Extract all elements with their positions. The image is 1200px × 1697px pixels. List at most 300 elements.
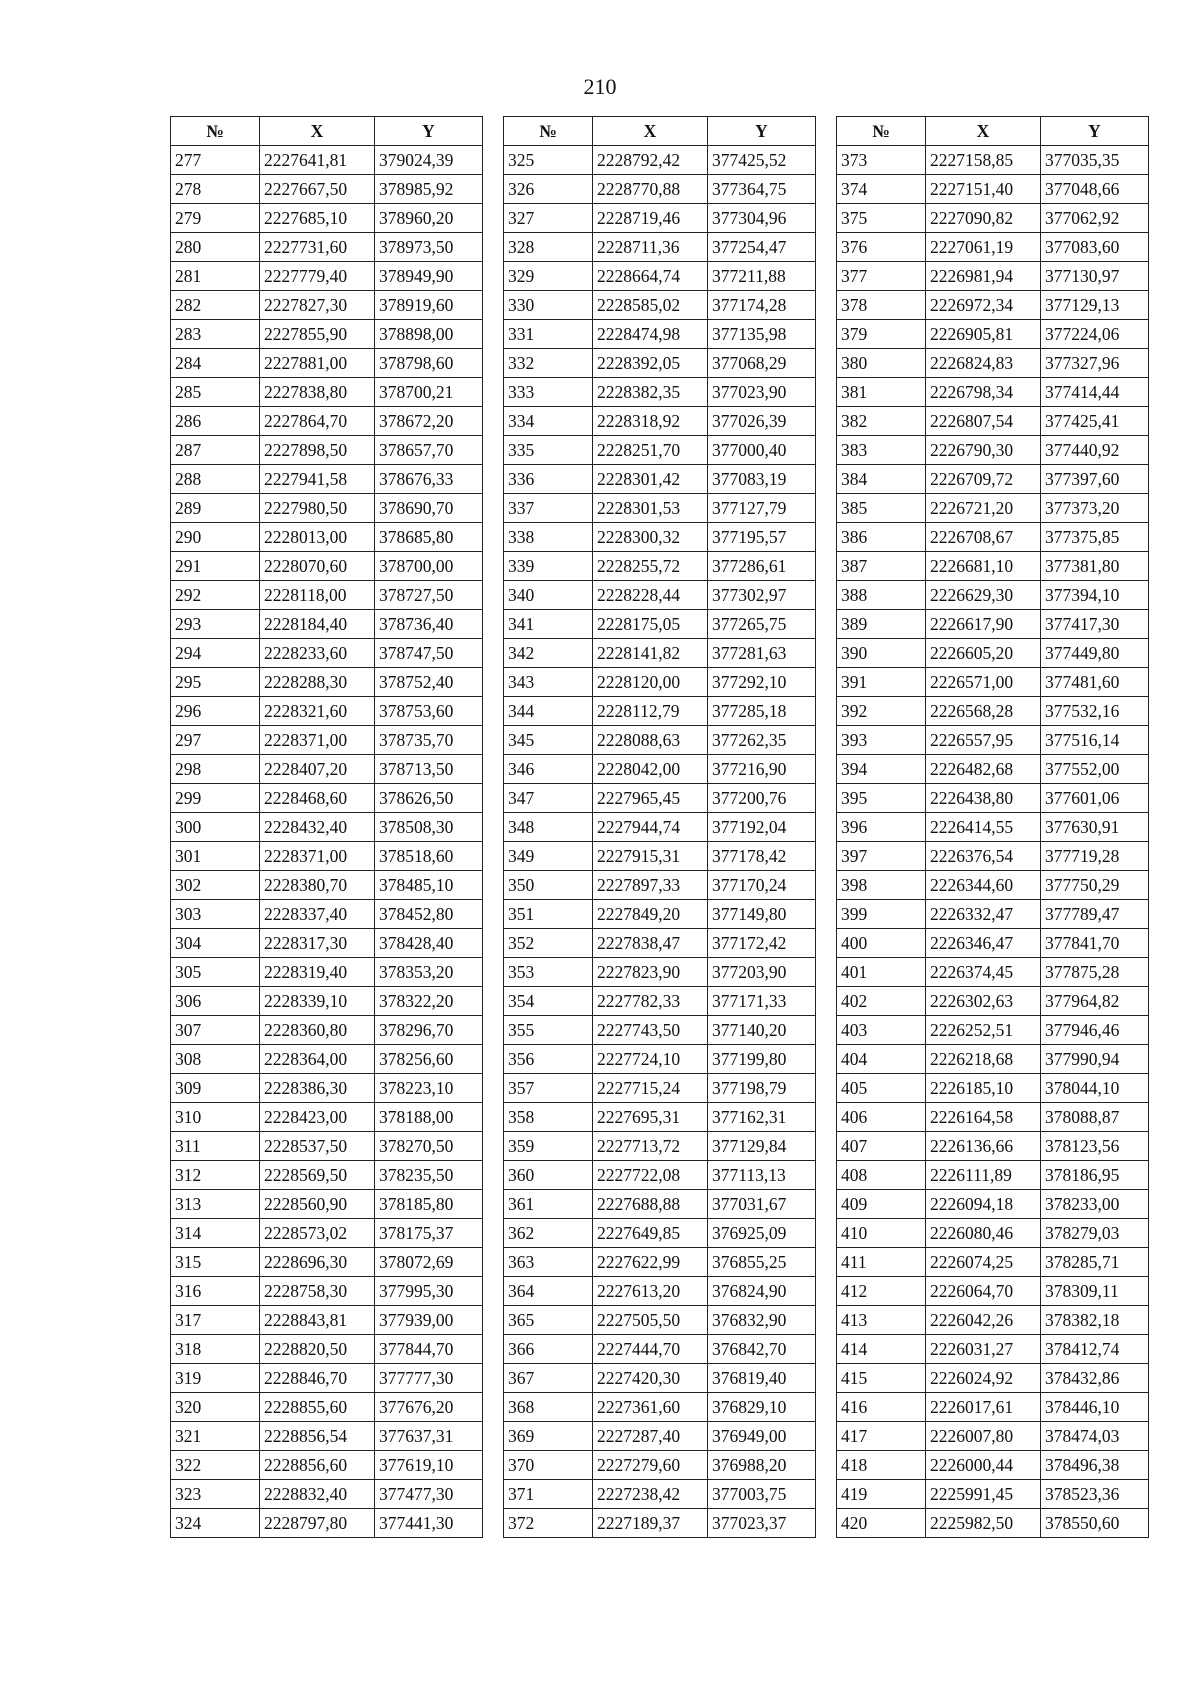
cell-number: 280 (171, 233, 260, 262)
cell-x: 2226798,34 (926, 378, 1041, 407)
cell-y: 378353,20 (375, 958, 483, 987)
table-row (837, 146, 1149, 175)
cell-x: 2228364,00 (260, 1045, 375, 1074)
cell-number: 417 (837, 1422, 926, 1451)
table-row (171, 784, 483, 813)
table-row (504, 1451, 816, 1480)
table-row (504, 1248, 816, 1277)
cell-y: 378798,60 (375, 349, 483, 378)
table-row (171, 465, 483, 494)
cell-number: 302 (171, 871, 260, 900)
cell-y: 377003,75 (708, 1480, 816, 1509)
cell-number: 383 (837, 436, 926, 465)
cell-y: 377285,18 (708, 697, 816, 726)
cell-y: 378185,80 (375, 1190, 483, 1219)
cell-x: 2227743,50 (593, 1016, 708, 1045)
cell-y: 377637,31 (375, 1422, 483, 1451)
cell-number: 306 (171, 987, 260, 1016)
cell-y: 377174,28 (708, 291, 816, 320)
cell-number: 295 (171, 668, 260, 697)
cell-number: 336 (504, 465, 593, 494)
cell-y: 377023,37 (708, 1509, 816, 1538)
table-row (504, 436, 816, 465)
table-row (837, 436, 1149, 465)
cell-number: 332 (504, 349, 593, 378)
cell-x: 2226000,44 (926, 1451, 1041, 1480)
cell-x: 2228288,30 (260, 668, 375, 697)
cell-y: 377397,60 (1041, 465, 1149, 494)
cell-y: 378949,90 (375, 262, 483, 291)
cell-x: 2226374,45 (926, 958, 1041, 987)
header-x: X (260, 117, 375, 146)
cell-x: 2228711,36 (593, 233, 708, 262)
cell-y: 378432,86 (1041, 1364, 1149, 1393)
cell-y: 378752,40 (375, 668, 483, 697)
cell-x: 2228832,40 (260, 1480, 375, 1509)
cell-y: 377327,96 (1041, 349, 1149, 378)
cell-number: 338 (504, 523, 593, 552)
table-row (837, 1509, 1149, 1538)
cell-number: 331 (504, 320, 593, 349)
cell-x: 2227915,31 (593, 842, 708, 871)
cell-y: 377031,67 (708, 1190, 816, 1219)
table-row (504, 233, 816, 262)
cell-y: 377198,79 (708, 1074, 816, 1103)
cell-x: 2228319,40 (260, 958, 375, 987)
cell-x: 2226721,20 (926, 494, 1041, 523)
table-row (837, 1045, 1149, 1074)
cell-y: 377113,13 (708, 1161, 816, 1190)
cell-number: 382 (837, 407, 926, 436)
table-row (504, 1306, 816, 1335)
cell-number: 375 (837, 204, 926, 233)
cell-x: 2227688,88 (593, 1190, 708, 1219)
cell-y: 377414,44 (1041, 378, 1149, 407)
cell-y: 377068,29 (708, 349, 816, 378)
cell-x: 2227158,85 (926, 146, 1041, 175)
table-row (171, 871, 483, 900)
cell-number: 313 (171, 1190, 260, 1219)
cell-number: 395 (837, 784, 926, 813)
cell-number: 378 (837, 291, 926, 320)
cell-x: 2226344,60 (926, 871, 1041, 900)
table-row (504, 900, 816, 929)
cell-y: 377195,57 (708, 523, 816, 552)
cell-number: 286 (171, 407, 260, 436)
cell-number: 366 (504, 1335, 593, 1364)
cell-number: 415 (837, 1364, 926, 1393)
cell-number: 283 (171, 320, 260, 349)
cell-number: 376 (837, 233, 926, 262)
table-row (837, 291, 1149, 320)
cell-x: 2227189,37 (593, 1509, 708, 1538)
table-row (837, 1306, 1149, 1335)
cell-number: 326 (504, 175, 593, 204)
cell-number: 400 (837, 929, 926, 958)
cell-x: 2228792,42 (593, 146, 708, 175)
cell-y: 377199,80 (708, 1045, 816, 1074)
cell-y: 376925,09 (708, 1219, 816, 1248)
table-row (171, 407, 483, 436)
cell-x: 2227505,50 (593, 1306, 708, 1335)
cell-number: 350 (504, 871, 593, 900)
cell-x: 2228175,05 (593, 610, 708, 639)
table-row (504, 1335, 816, 1364)
table-row (504, 639, 816, 668)
table-row (837, 1219, 1149, 1248)
cell-number: 324 (171, 1509, 260, 1538)
cell-y: 376829,10 (708, 1393, 816, 1422)
cell-y: 377990,94 (1041, 1045, 1149, 1074)
cell-y: 377172,42 (708, 929, 816, 958)
cell-x: 2226080,46 (926, 1219, 1041, 1248)
cell-y: 377373,20 (1041, 494, 1149, 523)
cell-number: 279 (171, 204, 260, 233)
cell-y: 377149,80 (708, 900, 816, 929)
cell-x: 2228855,60 (260, 1393, 375, 1422)
cell-number: 413 (837, 1306, 926, 1335)
coordinates-table (503, 116, 816, 1538)
cell-y: 378747,50 (375, 639, 483, 668)
cell-number: 322 (171, 1451, 260, 1480)
cell-x: 2227782,33 (593, 987, 708, 1016)
cell-y: 378474,03 (1041, 1422, 1149, 1451)
cell-y: 377750,29 (1041, 871, 1149, 900)
cell-number: 330 (504, 291, 593, 320)
cell-x: 2228382,35 (593, 378, 708, 407)
cell-number: 304 (171, 929, 260, 958)
table-row (504, 552, 816, 581)
table-row (171, 1451, 483, 1480)
cell-x: 2227731,60 (260, 233, 375, 262)
cell-y: 378446,10 (1041, 1393, 1149, 1422)
cell-x: 2227715,24 (593, 1074, 708, 1103)
coordinates-table-1 (170, 116, 483, 1538)
cell-x: 2228255,72 (593, 552, 708, 581)
table-row (504, 668, 816, 697)
cell-y: 377381,80 (1041, 552, 1149, 581)
cell-number: 371 (504, 1480, 593, 1509)
table-header-row (837, 117, 1149, 146)
cell-number: 403 (837, 1016, 926, 1045)
table-body (837, 146, 1149, 1538)
table-row (837, 610, 1149, 639)
cell-y: 377254,47 (708, 233, 816, 262)
cell-y: 377875,28 (1041, 958, 1149, 987)
table-row (504, 175, 816, 204)
table-row (837, 1393, 1149, 1422)
table-row (504, 1393, 816, 1422)
table-row (171, 987, 483, 1016)
cell-number: 386 (837, 523, 926, 552)
cell-y: 376949,00 (708, 1422, 816, 1451)
cell-number: 296 (171, 697, 260, 726)
cell-y: 377135,98 (708, 320, 816, 349)
cell-x: 2227941,58 (260, 465, 375, 494)
table-row (504, 958, 816, 987)
cell-number: 399 (837, 900, 926, 929)
cell-x: 2226981,94 (926, 262, 1041, 291)
cell-number: 414 (837, 1335, 926, 1364)
cell-number: 329 (504, 262, 593, 291)
cell-x: 2228856,54 (260, 1422, 375, 1451)
table-row (837, 1422, 1149, 1451)
cell-number: 389 (837, 610, 926, 639)
table-row (837, 1103, 1149, 1132)
table-row (504, 494, 816, 523)
cell-number: 340 (504, 581, 593, 610)
cell-y: 377023,90 (708, 378, 816, 407)
cell-y: 377224,06 (1041, 320, 1149, 349)
cell-y: 376824,90 (708, 1277, 816, 1306)
cell-x: 2228696,30 (260, 1248, 375, 1277)
cell-x: 2228423,00 (260, 1103, 375, 1132)
cell-x: 2226042,26 (926, 1306, 1041, 1335)
table-row (171, 320, 483, 349)
table-row (504, 1016, 816, 1045)
header-y: Y (1041, 117, 1149, 146)
cell-y: 377129,84 (708, 1132, 816, 1161)
table-row (171, 494, 483, 523)
cell-number: 312 (171, 1161, 260, 1190)
cell-y: 377083,19 (708, 465, 816, 494)
table-row (171, 523, 483, 552)
cell-x: 2228321,60 (260, 697, 375, 726)
cell-x: 2227944,74 (593, 813, 708, 842)
cell-x: 2228719,46 (593, 204, 708, 233)
table-row (837, 987, 1149, 1016)
table-row (837, 755, 1149, 784)
table-row (837, 1451, 1149, 1480)
cell-y: 377304,96 (708, 204, 816, 233)
cell-y: 378700,21 (375, 378, 483, 407)
cell-number: 351 (504, 900, 593, 929)
table-row (504, 813, 816, 842)
cell-y: 377394,10 (1041, 581, 1149, 610)
cell-x: 2228184,40 (260, 610, 375, 639)
cell-x: 2228843,81 (260, 1306, 375, 1335)
cell-x: 2226790,30 (926, 436, 1041, 465)
cell-y: 377140,20 (708, 1016, 816, 1045)
cell-x: 2227667,50 (260, 175, 375, 204)
cell-y: 378685,80 (375, 523, 483, 552)
table-row (171, 1393, 483, 1422)
coordinates-table (170, 116, 483, 1538)
table-body (171, 146, 483, 1538)
table-row (171, 291, 483, 320)
cell-x: 2228360,80 (260, 1016, 375, 1045)
cell-number: 377 (837, 262, 926, 291)
cell-y: 377062,92 (1041, 204, 1149, 233)
cell-number: 361 (504, 1190, 593, 1219)
cell-x: 2227287,40 (593, 1422, 708, 1451)
table-row (504, 465, 816, 494)
cell-x: 2226414,55 (926, 813, 1041, 842)
table-row (837, 262, 1149, 291)
table-row (504, 1045, 816, 1074)
cell-x: 2226332,47 (926, 900, 1041, 929)
cell-x: 2227838,80 (260, 378, 375, 407)
cell-number: 299 (171, 784, 260, 813)
cell-number: 348 (504, 813, 593, 842)
cell-x: 2228120,00 (593, 668, 708, 697)
cell-x: 2226807,54 (926, 407, 1041, 436)
cell-y: 376832,90 (708, 1306, 816, 1335)
cell-y: 377939,00 (375, 1306, 483, 1335)
cell-number: 285 (171, 378, 260, 407)
table-row (171, 1277, 483, 1306)
cell-x: 2228380,70 (260, 871, 375, 900)
cell-number: 356 (504, 1045, 593, 1074)
cell-y: 377216,90 (708, 755, 816, 784)
cell-number: 292 (171, 581, 260, 610)
cell-number: 418 (837, 1451, 926, 1480)
cell-x: 2228088,63 (593, 726, 708, 755)
table-row (504, 1132, 816, 1161)
cell-x: 2227061,19 (926, 233, 1041, 262)
table-row (837, 929, 1149, 958)
header-x: X (593, 117, 708, 146)
cell-x: 2228820,50 (260, 1335, 375, 1364)
cell-y: 378296,70 (375, 1016, 483, 1045)
table-row (837, 320, 1149, 349)
cell-x: 2227649,85 (593, 1219, 708, 1248)
cell-x: 2226568,28 (926, 697, 1041, 726)
cell-x: 2226024,92 (926, 1364, 1041, 1393)
cell-y: 378919,60 (375, 291, 483, 320)
cell-x: 2226708,67 (926, 523, 1041, 552)
cell-number: 407 (837, 1132, 926, 1161)
cell-y: 377000,40 (708, 436, 816, 465)
cell-x: 2228560,90 (260, 1190, 375, 1219)
cell-number: 355 (504, 1016, 593, 1045)
table-row (171, 349, 483, 378)
table-row (504, 1480, 816, 1509)
cell-x: 2227881,00 (260, 349, 375, 378)
cell-number: 388 (837, 581, 926, 610)
table-row (504, 842, 816, 871)
cell-x: 2228318,92 (593, 407, 708, 436)
table-row (171, 1364, 483, 1393)
table-row (171, 668, 483, 697)
cell-number: 358 (504, 1103, 593, 1132)
table-row (504, 262, 816, 291)
cell-number: 420 (837, 1509, 926, 1538)
table-row (504, 697, 816, 726)
table-row (837, 1190, 1149, 1219)
cell-number: 349 (504, 842, 593, 871)
cell-x: 2226252,51 (926, 1016, 1041, 1045)
cell-y: 378412,74 (1041, 1335, 1149, 1364)
table-row (504, 1161, 816, 1190)
cell-y: 377178,42 (708, 842, 816, 871)
cell-number: 290 (171, 523, 260, 552)
cell-y: 378186,95 (1041, 1161, 1149, 1190)
cell-x: 2226376,54 (926, 842, 1041, 871)
cell-number: 293 (171, 610, 260, 639)
cell-y: 378735,70 (375, 726, 483, 755)
table-row (504, 1219, 816, 1248)
cell-number: 393 (837, 726, 926, 755)
table-row (171, 175, 483, 204)
cell-number: 343 (504, 668, 593, 697)
cell-number: 369 (504, 1422, 593, 1451)
cell-number: 301 (171, 842, 260, 871)
cell-y: 377083,60 (1041, 233, 1149, 262)
table-row (171, 436, 483, 465)
cell-number: 319 (171, 1364, 260, 1393)
cell-y: 377477,30 (375, 1480, 483, 1509)
cell-y: 378753,60 (375, 697, 483, 726)
cell-number: 317 (171, 1306, 260, 1335)
cell-x: 2227622,99 (593, 1248, 708, 1277)
cell-number: 402 (837, 987, 926, 1016)
cell-x: 2228118,00 (260, 581, 375, 610)
table-row (837, 1074, 1149, 1103)
table-row (504, 726, 816, 755)
cell-x: 2226709,72 (926, 465, 1041, 494)
cell-x: 2228770,88 (593, 175, 708, 204)
table-row (504, 755, 816, 784)
cell-x: 2227279,60 (593, 1451, 708, 1480)
table-row (171, 842, 483, 871)
cell-x: 2226571,00 (926, 668, 1041, 697)
table-row (171, 1161, 483, 1190)
cell-number: 390 (837, 639, 926, 668)
table-row (837, 1364, 1149, 1393)
cell-y: 378523,36 (1041, 1480, 1149, 1509)
cell-y: 377262,35 (708, 726, 816, 755)
table-row (171, 726, 483, 755)
cell-x: 2228371,00 (260, 726, 375, 755)
table-body (504, 146, 816, 1538)
cell-y: 378727,50 (375, 581, 483, 610)
table-row (171, 1422, 483, 1451)
cell-number: 320 (171, 1393, 260, 1422)
cell-y: 378518,60 (375, 842, 483, 871)
cell-number: 387 (837, 552, 926, 581)
cell-number: 392 (837, 697, 926, 726)
cell-number: 380 (837, 349, 926, 378)
cell-x: 2228141,82 (593, 639, 708, 668)
cell-y: 378382,18 (1041, 1306, 1149, 1335)
cell-number: 310 (171, 1103, 260, 1132)
cell-x: 2226482,68 (926, 755, 1041, 784)
cell-x: 2227444,70 (593, 1335, 708, 1364)
cell-x: 2228392,05 (593, 349, 708, 378)
cell-y: 378233,00 (1041, 1190, 1149, 1219)
cell-y: 378428,40 (375, 929, 483, 958)
table-row (837, 1016, 1149, 1045)
cell-number: 365 (504, 1306, 593, 1335)
cell-number: 305 (171, 958, 260, 987)
table-row (504, 320, 816, 349)
cell-x: 2228664,74 (593, 262, 708, 291)
cell-number: 368 (504, 1393, 593, 1422)
cell-number: 367 (504, 1364, 593, 1393)
table-row (171, 697, 483, 726)
table-row (171, 233, 483, 262)
table-row (837, 1161, 1149, 1190)
cell-y: 376855,25 (708, 1248, 816, 1277)
cell-y: 377292,10 (708, 668, 816, 697)
cell-x: 2226111,89 (926, 1161, 1041, 1190)
cell-x: 2227361,60 (593, 1393, 708, 1422)
cell-number: 391 (837, 668, 926, 697)
cell-number: 311 (171, 1132, 260, 1161)
cell-x: 2226617,90 (926, 610, 1041, 639)
cell-x: 2226064,70 (926, 1277, 1041, 1306)
